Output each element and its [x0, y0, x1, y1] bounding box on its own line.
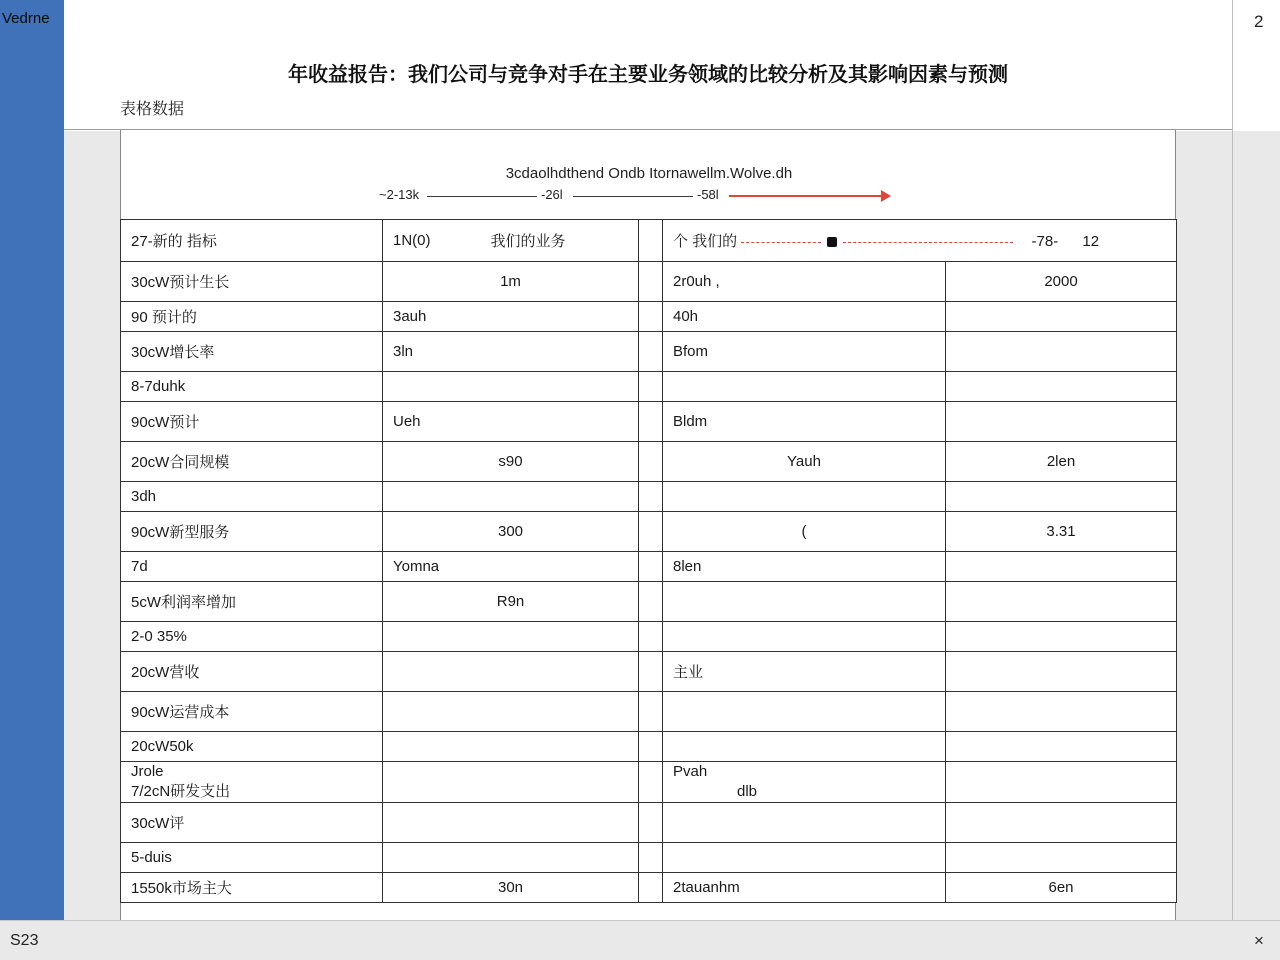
status-bar — [0, 920, 1280, 960]
table-row — [121, 582, 1177, 622]
gap-cell — [639, 482, 663, 512]
table-cell-d[interactable] — [946, 582, 1177, 622]
table-row — [121, 692, 1177, 732]
table-cell-b[interactable]: Yomna — [383, 552, 639, 582]
table-cell-d[interactable] — [946, 402, 1177, 442]
table-cell-d[interactable] — [946, 302, 1177, 332]
table-cell-c[interactable] — [663, 482, 946, 512]
gap-cell — [639, 332, 663, 372]
table-cell-a[interactable]: 30cW评 — [121, 803, 383, 843]
table-cell-c[interactable] — [663, 732, 946, 762]
table-cell-b[interactable]: 300 — [383, 512, 639, 552]
gap-cell — [639, 302, 663, 332]
table-cell-c[interactable]: Yauh — [663, 442, 946, 482]
header-cell-2[interactable] — [383, 220, 639, 262]
legend-line-2 — [573, 196, 693, 197]
table-cell-d[interactable] — [946, 732, 1177, 762]
table-row — [121, 512, 1177, 552]
table-cell-d[interactable] — [946, 372, 1177, 402]
gap-cell — [639, 372, 663, 402]
gap-cell — [639, 692, 663, 732]
table-row — [121, 372, 1177, 402]
table-cell-a[interactable]: 5cW利润率增加 — [121, 582, 383, 622]
table-row — [121, 552, 1177, 582]
table-cell-b[interactable]: R9n — [383, 582, 639, 622]
table-cell-d[interactable] — [946, 552, 1177, 582]
report-title: 年收益报告：我们公司与竞争对手在主要业务领域的比较分析及其影响因素与预测 — [288, 64, 1008, 86]
gap-cell — [639, 402, 663, 442]
gap-cell — [639, 762, 663, 803]
table-cell-c[interactable]: ( — [663, 512, 946, 552]
table-cell-d[interactable] — [946, 803, 1177, 843]
table-row — [121, 482, 1177, 512]
gap-cell — [639, 803, 663, 843]
table-row — [121, 873, 1177, 903]
gap-cell — [639, 552, 663, 582]
table-cell-c[interactable]: 主业 — [663, 652, 946, 692]
table-cell-b[interactable]: s90 — [383, 442, 639, 482]
gap-cell — [639, 873, 663, 903]
gap-cell — [639, 442, 663, 482]
table-cell-d[interactable] — [946, 482, 1177, 512]
header-cell-3[interactable] — [663, 220, 1177, 262]
table-cell-b[interactable] — [383, 762, 639, 803]
gap-cell — [639, 582, 663, 622]
header-cell-3-label: 个 我们的 — [673, 233, 738, 250]
header-cell-2a: 1N(0) — [393, 232, 431, 249]
table-cell-a[interactable]: 30cW增长率 — [121, 332, 383, 372]
table-cell-d[interactable] — [946, 692, 1177, 732]
table-row — [121, 652, 1177, 692]
table-cell-b[interactable]: 3auh — [383, 302, 639, 332]
table-cell-b[interactable] — [383, 622, 639, 652]
chart-caption: 3cdaolhdthend Ondb Itornawellm.Wolve.dh — [505, 165, 793, 182]
table-row — [121, 762, 1177, 803]
table-cell-c[interactable]: 8len — [663, 552, 946, 582]
legend-label-1: ~2-13k — [379, 187, 420, 202]
table-cell-c[interactable] — [663, 803, 946, 843]
table-cell-d[interactable] — [946, 762, 1177, 803]
app-name: Vedrne — [2, 10, 50, 27]
close-icon[interactable]: × — [1254, 931, 1264, 950]
table-cell-c[interactable]: Bldm — [663, 402, 946, 442]
table-cell-c[interactable]: 40h — [663, 302, 946, 332]
table-row — [121, 732, 1177, 762]
table-cell-b[interactable]: Ueh — [383, 402, 639, 442]
cell-line-2: 7/2cN研发支出 — [131, 783, 231, 800]
table-cell-a[interactable]: 30cW预计生长 — [121, 262, 383, 302]
table-cell-a[interactable]: 90cW预计 — [121, 402, 383, 442]
table-row — [121, 402, 1177, 442]
legend-label-2: -26l — [541, 187, 563, 202]
table-row — [121, 332, 1177, 372]
table-cell-a[interactable]: 20cW营收 — [121, 652, 383, 692]
table-cell-b[interactable] — [383, 732, 639, 762]
table-cell-b[interactable] — [383, 372, 639, 402]
table-row — [121, 302, 1177, 332]
table-cell-d[interactable] — [946, 332, 1177, 372]
table-cell-c[interactable]: 2r0uh , — [663, 262, 946, 302]
table-cell-a[interactable]: 2-0 35% — [121, 622, 383, 652]
table-cell-b[interactable] — [383, 652, 639, 692]
table-cell-c[interactable] — [663, 692, 946, 732]
legend-line-3 — [729, 195, 881, 197]
table-cell-a[interactable]: 3dh — [121, 482, 383, 512]
table-cell-b[interactable] — [383, 692, 639, 732]
gap-cell — [639, 652, 663, 692]
table-cell-d[interactable]: 2000 — [946, 262, 1177, 302]
table-cell-c[interactable] — [663, 622, 946, 652]
gap-cell — [639, 843, 663, 873]
gap-cell — [639, 262, 663, 302]
gap-cell — [639, 732, 663, 762]
series-marker-icon — [827, 237, 837, 247]
table-cell-c[interactable] — [663, 372, 946, 402]
table-cell-a[interactable]: 90cW新型服务 — [121, 512, 383, 552]
header-cell-3-tail: -78- — [1031, 233, 1059, 250]
header-cell-1[interactable]: 27-新的 指标 — [121, 220, 383, 262]
status-text: S23 — [10, 932, 39, 949]
table-cell-d[interactable]: 6en — [946, 873, 1177, 903]
left-sidebar — [0, 0, 64, 920]
table-cell-c[interactable]: Bfom — [663, 332, 946, 372]
legend-arrow-icon — [881, 190, 891, 202]
series-line-icon — [741, 242, 821, 243]
gap-cell — [639, 622, 663, 652]
table-row — [121, 262, 1177, 302]
document-header — [64, 0, 1232, 130]
table-row — [121, 622, 1177, 652]
cell-line-2: dlb — [737, 783, 758, 800]
table-cell-b[interactable]: 1m — [383, 262, 639, 302]
table-cell-a[interactable]: 8-7duhk — [121, 372, 383, 402]
table-cell-b[interactable] — [383, 803, 639, 843]
table-cell-b[interactable]: 30n — [383, 873, 639, 903]
header-cell-3-end: 12 — [1082, 233, 1100, 250]
table-cell-b[interactable] — [383, 482, 639, 512]
table-row — [121, 843, 1177, 873]
table-cell-b[interactable] — [383, 843, 639, 873]
table-cell-c[interactable] — [663, 762, 946, 803]
table-cell-d[interactable] — [946, 622, 1177, 652]
table-cell-b[interactable]: 3ln — [383, 332, 639, 372]
table-cell-a[interactable]: 7d — [121, 552, 383, 582]
table-cell-a[interactable]: 5-duis — [121, 843, 383, 873]
table-cell-d[interactable] — [946, 843, 1177, 873]
series-line-icon-2 — [843, 242, 1013, 243]
table-cell-d[interactable]: 2len — [946, 442, 1177, 482]
table-row — [121, 803, 1177, 843]
table-cell-d[interactable]: 3.31 — [946, 512, 1177, 552]
table-cell-a[interactable]: 20cW合同规模 — [121, 442, 383, 482]
table-cell-c[interactable] — [663, 843, 946, 873]
data-table — [120, 219, 1177, 903]
table-cell-a[interactable]: 90 预计的 — [121, 302, 383, 332]
cell-line-1: Pvah — [673, 763, 708, 780]
table-cell-d[interactable] — [946, 652, 1177, 692]
header-cell-2b: 我们的业务 — [490, 233, 566, 250]
report-subheading: 表格数据 — [120, 101, 185, 118]
table-row — [121, 442, 1177, 482]
table-cell-c[interactable] — [663, 582, 946, 622]
page-number: 2 — [1254, 12, 1264, 31]
table-cell-c[interactable]: 2tauanhm — [663, 873, 946, 903]
gap-cell — [639, 220, 663, 262]
legend-label-3: -58l — [697, 187, 719, 202]
gap-cell — [639, 512, 663, 552]
table-cell-a[interactable]: 90cW运营成本 — [121, 692, 383, 732]
table-cell-a[interactable]: 20cW50k — [121, 732, 383, 762]
table-cell-a[interactable]: 1550k市场主大 — [121, 873, 383, 903]
table-header-row — [121, 220, 1177, 262]
cell-line-1: Jrole — [131, 763, 164, 780]
right-gutter — [1233, 131, 1280, 920]
table-cell-a[interactable] — [121, 762, 383, 803]
legend-line-1 — [427, 196, 537, 197]
